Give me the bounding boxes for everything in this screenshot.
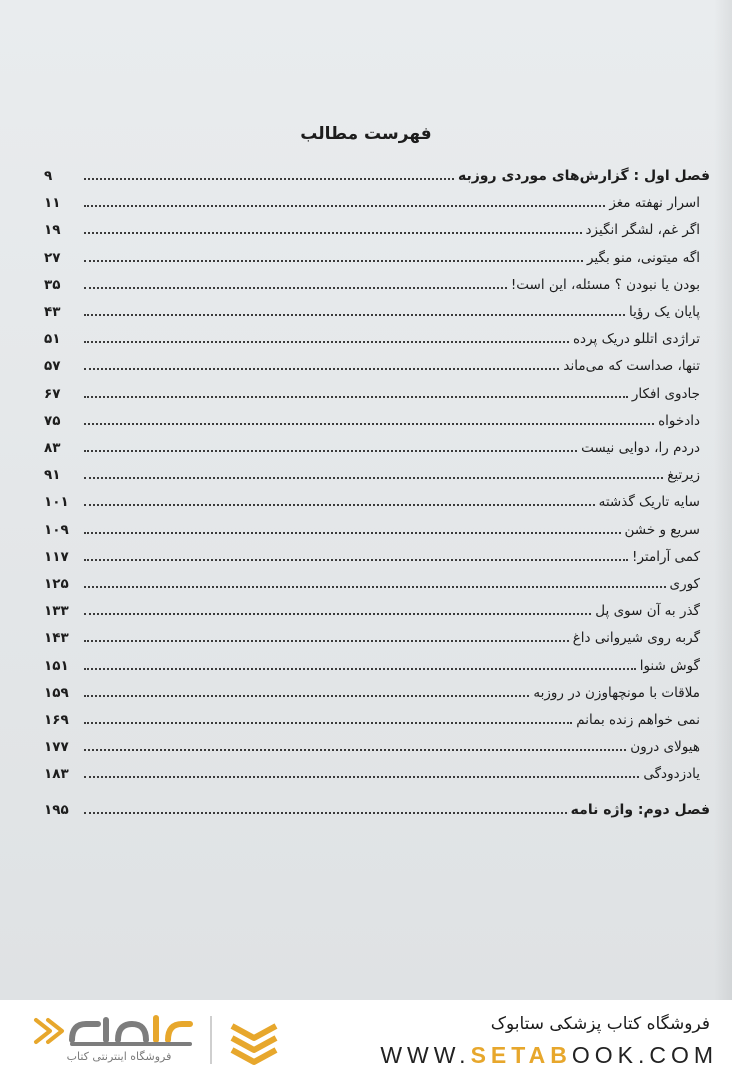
page-edge-shadow (714, 0, 732, 1000)
toc-dot-leader (84, 531, 621, 534)
toc-entry-row (44, 677, 710, 703)
toc-dot-leader (84, 286, 507, 289)
toc-page-number: ۱۱ (44, 195, 61, 212)
toc-page-number: ۱۷۷ (44, 739, 69, 756)
toc-page-number: ۱۵۹ (44, 684, 69, 701)
toc-entry-title: فصل دوم: واژه نامه (570, 801, 710, 818)
toc-entry-row (44, 378, 710, 404)
toc-dot-leader (84, 340, 569, 343)
toc-entry-title: کمی آرامتر! (632, 548, 700, 565)
toc-entry-row (44, 187, 710, 213)
toc-page-number: ۵۱ (44, 331, 61, 348)
toc-page-number: ۱۰۹ (44, 521, 69, 538)
toc-entry-title: زیرتیغ (667, 467, 700, 484)
toc-page-number: ۱۴۳ (44, 630, 69, 647)
toc-dot-leader (84, 612, 591, 615)
toc-page-number: ۱۲۵ (44, 576, 69, 592)
toc-page-number: ۳۵ (44, 276, 61, 293)
toc-chapter-row (44, 160, 710, 186)
toc-entry-title: تراژدی اتللو دریک پرده (572, 331, 700, 348)
toc-dot-leader (84, 476, 663, 479)
toc-entry-title: پایان یک رؤیا (629, 304, 700, 320)
toc-entry-title: گوش شنوا (639, 657, 700, 674)
toc-entry-row (44, 758, 710, 784)
toc-entry-row (44, 269, 710, 295)
setabook-wordmark-logo (28, 1010, 198, 1052)
toc-dot-leader (84, 313, 625, 316)
toc-dot-leader (84, 694, 529, 697)
toc-dot-leader (84, 748, 626, 751)
toc-entry-title: نمی خواهم زنده بمانم (576, 712, 700, 728)
toc-entry-title: کوری (669, 576, 700, 592)
toc-entry-title: گربه روی شیروانی داغ (572, 630, 700, 647)
toc-entry-row (44, 350, 710, 376)
toc-dot-leader (84, 721, 572, 724)
toc-entry-title: گذر به آن سوی پل (595, 603, 700, 620)
toc-page-number: ۵۷ (44, 358, 61, 375)
toc-page-number: ۹ (44, 168, 53, 184)
book-stack-icon (226, 1012, 282, 1068)
toc-dot-leader (84, 503, 595, 506)
toc-page-number: ۱۸۳ (44, 766, 69, 783)
toc-dot-leader (84, 395, 628, 398)
toc-entry-row (44, 514, 710, 540)
toc-entry-row (44, 486, 710, 512)
toc-entry-title: دردم را، دوایی نیست (581, 440, 700, 456)
toc-entry-row (44, 242, 710, 268)
toc-page-number: ۱۵۱ (44, 657, 69, 674)
toc-entry-title: اگه میتونی، منو بگیر (586, 249, 700, 266)
toc-entry-row (44, 296, 710, 322)
toc-page-number: ۱۰۱ (44, 494, 69, 511)
toc-dot-leader (84, 422, 654, 425)
toc-entry-title: یادزدودگی (643, 766, 700, 783)
url-accent: SETA (470, 1042, 551, 1068)
url-suffix: OK.COM (594, 1042, 718, 1068)
toc-entry-row (44, 622, 710, 648)
toc-entry-title: ملاقات با مونچهاوزن در روزبه (533, 684, 700, 701)
toc-dot-leader (84, 177, 454, 180)
toc-entry-title: هیولای درون (630, 739, 700, 756)
toc-page-number: ۷۵ (44, 412, 61, 429)
toc-title: فهرست مطالب (300, 124, 432, 144)
toc-dot-leader (84, 775, 639, 778)
toc-page-number: ۸۳ (44, 440, 61, 456)
toc-page-number: ۱۹ (44, 222, 61, 239)
toc-entry-row (44, 595, 710, 621)
toc-dot-leader (84, 449, 577, 452)
toc-entry-row (44, 214, 710, 240)
toc-entry-title: جادوی افکار (631, 385, 700, 402)
toc-entry-row (44, 541, 710, 567)
toc-entry-row (44, 704, 710, 730)
toc-dot-leader (84, 259, 583, 262)
store-url[interactable] (380, 1042, 718, 1069)
toc-page-number: ۹۱ (44, 467, 61, 484)
toc-dot-leader (84, 585, 666, 588)
toc-entry-title: فصل اول : گزارش‌های موردی روزبه (458, 168, 710, 184)
toc-page-number: ۱۳۳ (44, 603, 69, 620)
toc-page-number: ۱۱۷ (44, 548, 69, 565)
toc-entry-row (44, 568, 710, 594)
url-accent-b: B (550, 1042, 572, 1068)
toc-dot-leader (84, 231, 582, 234)
toc-page-number: ۴۳ (44, 304, 61, 320)
toc-page-number: ۲۷ (44, 249, 61, 266)
toc-dot-leader (84, 367, 559, 370)
toc-entry-title: دادخواه (658, 412, 700, 429)
toc-dot-leader (84, 558, 628, 561)
logo-tagline: فروشگاه اینترنتی کتاب (66, 1050, 172, 1063)
toc-entry-row (44, 459, 710, 485)
toc-entry-title: تنها، صداست که می‌ماند (563, 358, 700, 375)
toc-entry-row (44, 405, 710, 431)
toc-entry-title: بودن یا نبودن ؟ مسئله، این است! (510, 276, 700, 293)
toc-page-number: ۱۶۹ (44, 712, 69, 728)
toc-chapter-row (44, 794, 710, 820)
toc-entry-row (44, 650, 710, 676)
toc-dot-leader (84, 204, 605, 207)
toc-dot-leader (84, 639, 569, 642)
toc-entry-row (44, 432, 710, 458)
toc-entry-title: سریع و خشن (624, 521, 700, 538)
toc-page-number: ۶۷ (44, 385, 61, 402)
toc-entry-title: اگر غم، لشگر انگیزد (585, 222, 700, 239)
url-middle: O (571, 1042, 595, 1068)
toc-dot-leader (84, 667, 636, 670)
toc-entry-title: اسرار نهفته مغز (609, 195, 700, 212)
toc-dot-leader (84, 811, 567, 814)
toc-entry-row (44, 323, 710, 349)
logo-divider (210, 1016, 212, 1064)
toc-page-number: ۱۹۵ (44, 801, 69, 818)
toc-entry-row (44, 731, 710, 757)
url-prefix: WWW. (380, 1042, 471, 1068)
toc-entry-title: سایه تاریک گذشته (598, 494, 700, 511)
footer-banner (0, 1000, 732, 1079)
store-name: فروشگاه کتاب پزشکی ستابوک (490, 1014, 710, 1034)
